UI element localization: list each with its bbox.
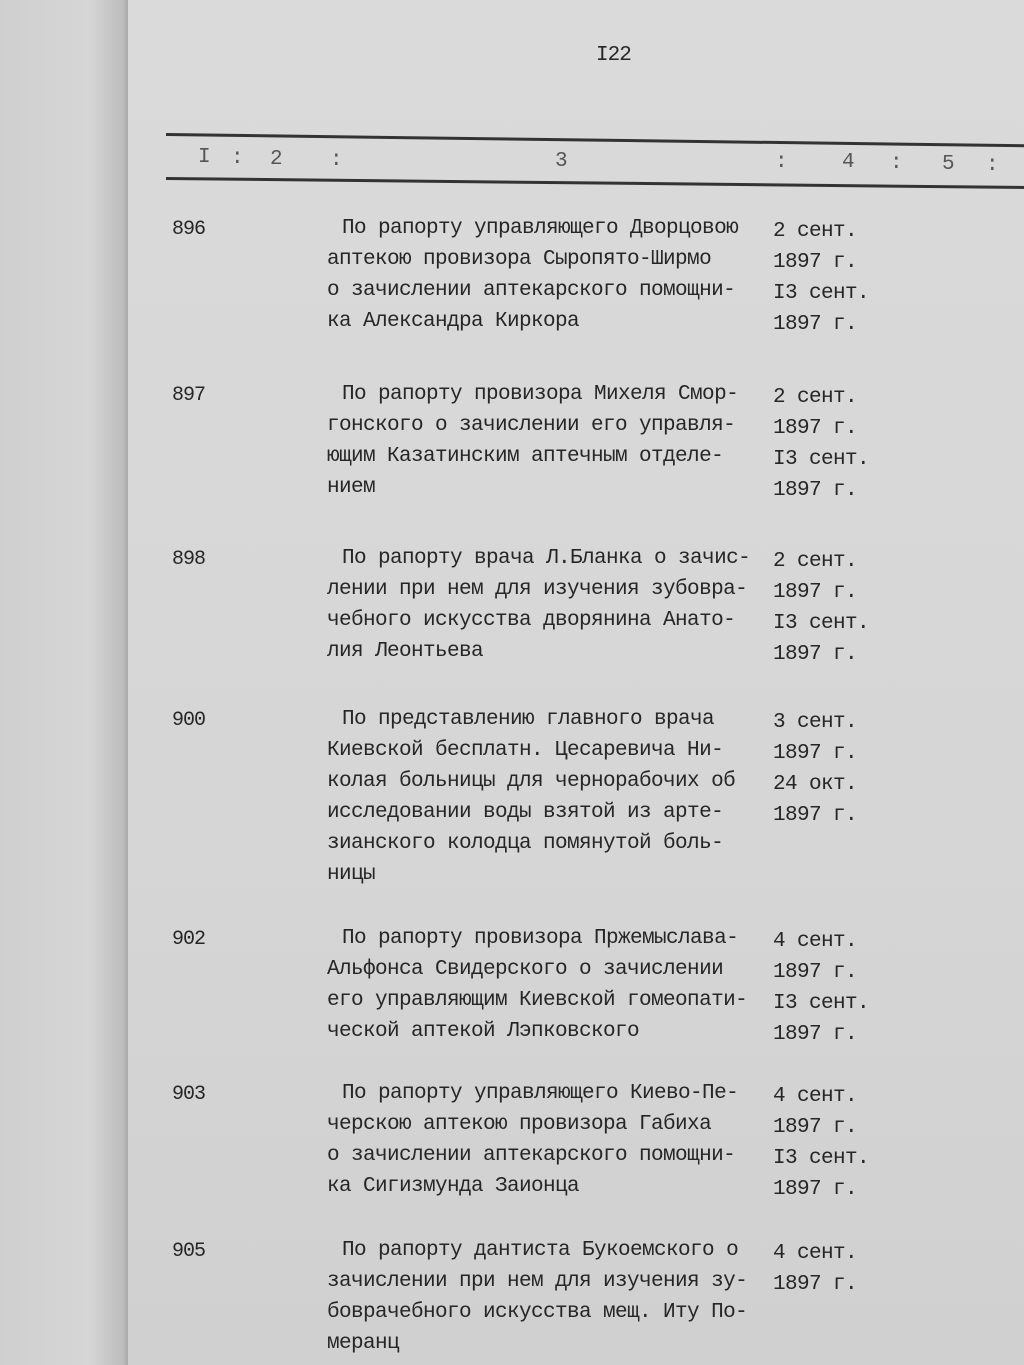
entry-text-line: По представлению главного врача (342, 708, 715, 731)
entry-text-line: ющим Казатинским аптечным отделе- (327, 445, 724, 468)
entry-text-line: По рапорту управляющего Киево-Пе- (342, 1082, 739, 1105)
entry-date: I3 сент. (773, 1147, 870, 1170)
entry-date: 4 сент. (773, 1242, 858, 1265)
entry-text-line: Альфонса Свидерского о зачислении (327, 958, 724, 981)
entry-date: 1897 г. (773, 417, 858, 440)
entry-text-line: зачислении при нем для изучения зу- (327, 1270, 748, 1293)
entry-text-line: По рапорту провизора Михеля Смор- (342, 383, 739, 406)
column-header: 5 (942, 153, 955, 177)
entry-date: 4 сент. (773, 1085, 858, 1108)
entry-date: 2 сент. (773, 220, 858, 243)
page-number: I22 (596, 44, 631, 67)
entry-date: 1897 г. (773, 742, 858, 765)
entry-text-line: о зачислении аптекарского помощни- (327, 1144, 736, 1167)
entry-text-line: зианского колодца помянутой боль- (327, 832, 724, 855)
entry-text-line: о зачислении аптекарского помощни- (327, 279, 736, 302)
entry-date: 1897 г. (773, 643, 858, 666)
column-header: 4 (842, 151, 855, 175)
column-header: 2 (270, 147, 283, 171)
entry-date: 1897 г. (773, 251, 858, 274)
entry-date: 1897 г. (773, 1023, 858, 1046)
entry-date: 2 сент. (773, 550, 858, 573)
entry-number: 902 (172, 928, 206, 951)
adjacent-page-edge (0, 0, 128, 1365)
entry-date: 4 сент. (773, 930, 858, 953)
entry-text-line: По рапорту дантиста Букоемского о (342, 1239, 739, 1262)
entry-text-line: меранц (327, 1332, 400, 1355)
column-separator: : (890, 152, 903, 176)
column-separator: : (330, 148, 343, 172)
entry-date: I3 сент. (773, 282, 870, 305)
entry-date: 24 окт. (773, 773, 858, 796)
entry-number: 897 (172, 384, 206, 407)
entry-date: 1897 г. (773, 581, 858, 604)
entry-date: I3 сент. (773, 612, 870, 635)
column-header: I (198, 146, 211, 169)
entry-text-line: его управляющим Киевской гомеопати- (327, 989, 748, 1012)
entry-date: I3 сент. (773, 448, 870, 471)
entry-text-line: ка Сигизмунда Заионца (327, 1175, 580, 1198)
entry-text-line: лия Леонтьева (327, 640, 484, 663)
entry-date: 1897 г. (773, 961, 858, 984)
entry-text-line: исследовании воды взятой из арте- (327, 801, 724, 824)
entry-text-line: ка Александра Киркора (327, 310, 580, 333)
entry-text-line: По рапорту управляющего Дворцовою (342, 217, 739, 240)
entry-text-line: Киевской бесплатн. Цесаревича Ни- (327, 739, 724, 762)
entry-date: 3 сент. (773, 711, 858, 734)
entry-date: 1897 г. (773, 1116, 858, 1139)
entry-date: I3 сент. (773, 992, 870, 1015)
entry-number: 903 (172, 1083, 206, 1106)
entry-text-line: гонского о зачислении его управля- (327, 414, 736, 437)
entry-text-line: По рапорту провизора Пржемыслава- (342, 927, 739, 950)
entry-date: 1897 г. (773, 479, 858, 502)
entry-date: 1897 г. (773, 1178, 858, 1201)
entry-text-line: чебного искусства дворянина Анато- (327, 609, 736, 632)
column-separator: : (231, 146, 244, 170)
entry-text-line: лении при нем для изучения зубовра- (327, 578, 748, 601)
entry-date: 1897 г. (773, 804, 858, 827)
entry-text-line: нием (327, 476, 376, 499)
entry-text-line: ницы (327, 863, 376, 886)
entry-text-line: По рапорту врача Л.Бланка о зачис- (342, 547, 751, 570)
entry-date: 2 сент. (773, 386, 858, 409)
entry-number: 905 (172, 1240, 206, 1263)
entry-text-line: черскою аптекою провизора Габиха (327, 1113, 712, 1136)
entry-text-line: аптекою провизора Сыропято-Ширмо (327, 248, 712, 271)
entry-text-line: ческой аптекой Лэпковского (327, 1020, 640, 1043)
entry-date: 1897 г. (773, 313, 858, 336)
entry-date: 1897 г. (773, 1273, 858, 1296)
entry-number: 896 (172, 218, 206, 241)
entry-number: 900 (172, 709, 206, 732)
column-separator: : (775, 150, 788, 174)
column-separator: : (986, 154, 999, 178)
entry-text-line: боврачебного искусства мещ. Иту По- (327, 1301, 748, 1324)
entry-text-line: колая больницы для чернорабочих об (327, 770, 736, 793)
entry-number: 898 (172, 548, 206, 571)
column-header: 3 (555, 149, 568, 173)
